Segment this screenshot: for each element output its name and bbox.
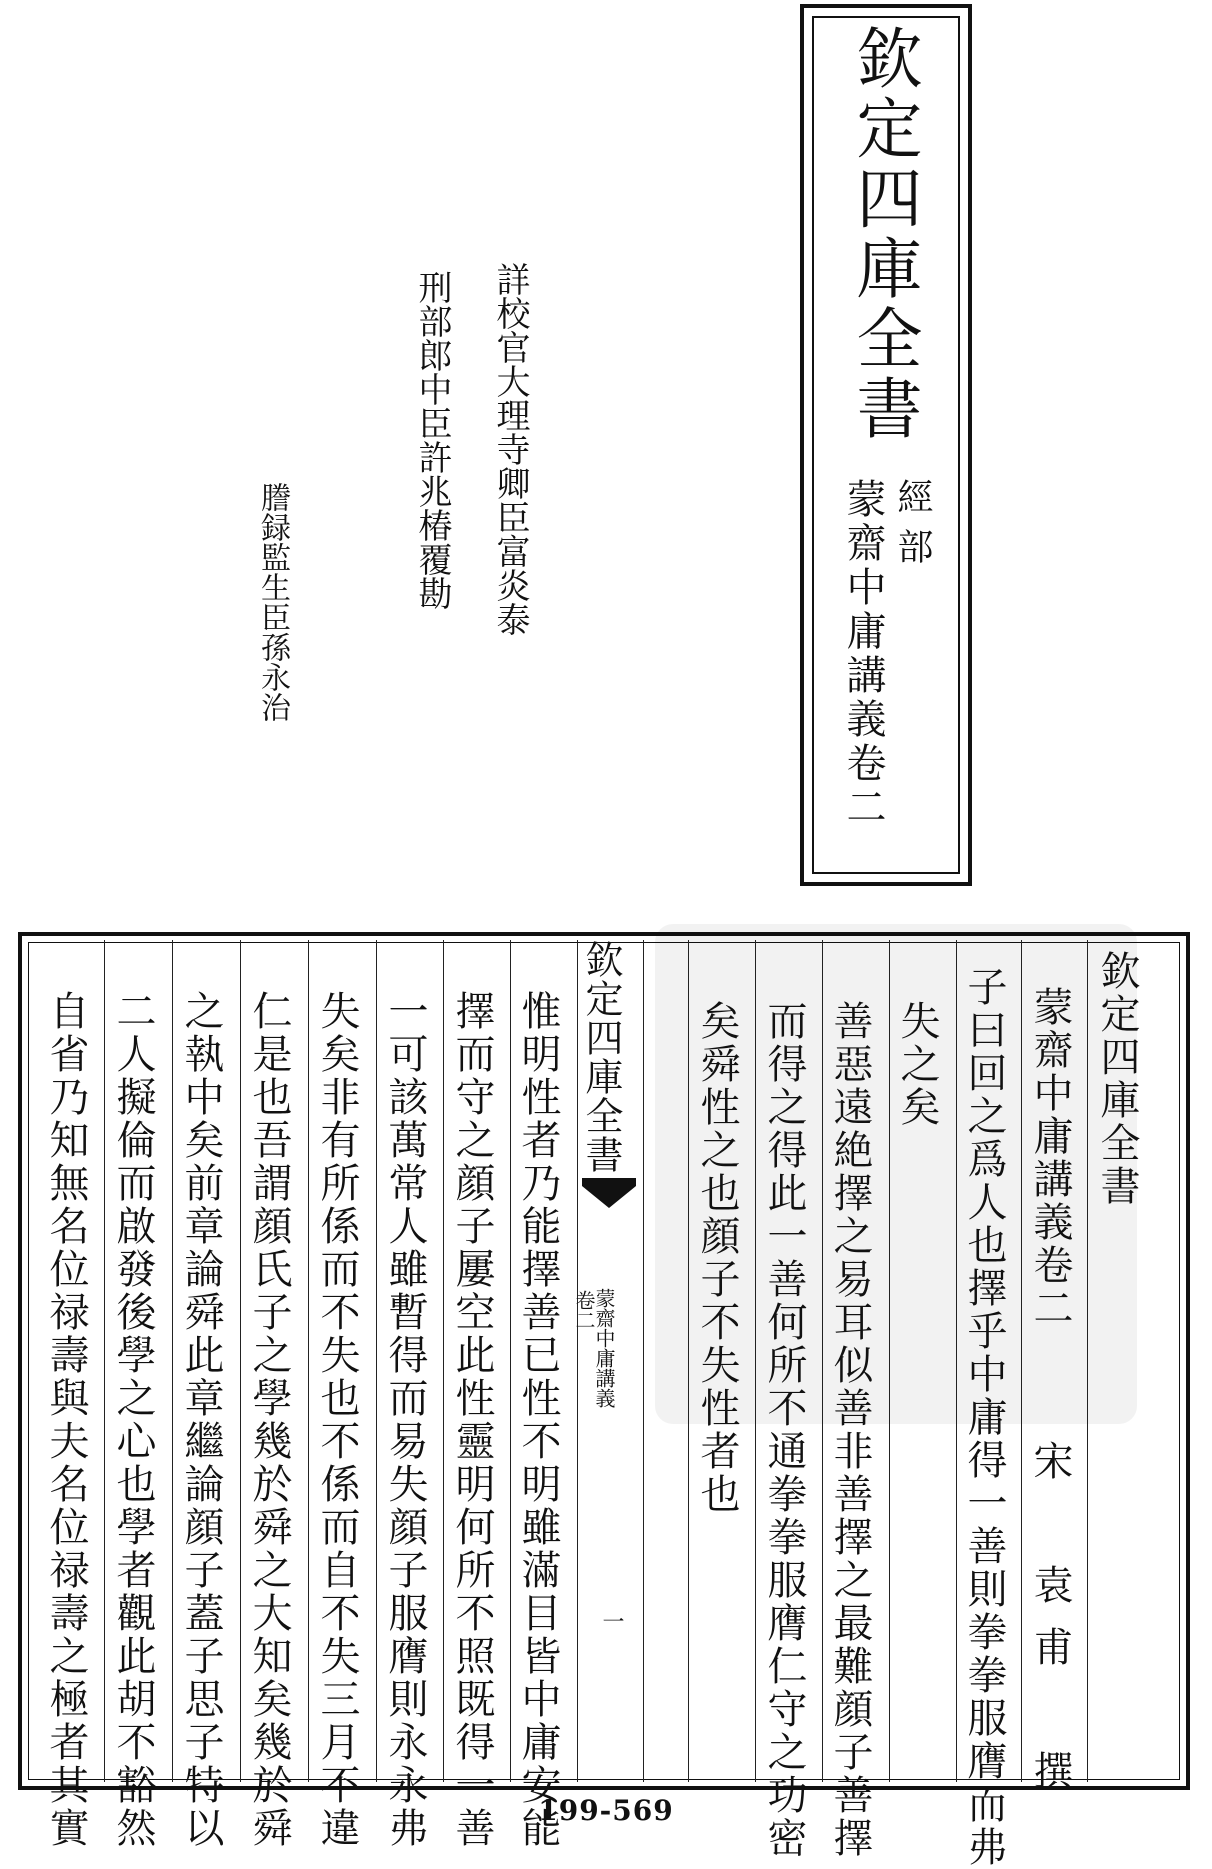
- column-rule: [688, 940, 689, 1782]
- column-rule: [443, 940, 444, 1782]
- text-column-11: 之執中矣前章論舜此章繼論顔子蓋子思子特以: [178, 990, 224, 1850]
- column-rule: [308, 940, 309, 1782]
- fold-rule-right: [643, 940, 644, 1782]
- fold-page-number: 一: [599, 1610, 624, 1632]
- column-rule: [104, 940, 105, 1782]
- text-column-10: 仁是也吾謂顔氏子之學幾於舜之大知矣幾於舜: [246, 990, 292, 1850]
- text-column-13: 自省乃知無名位禄壽與夫名位禄壽之極者其實: [43, 990, 89, 1850]
- text-column-4: 而得之得此一善何所不通拳拳服膺仁守之功密: [761, 1000, 807, 1860]
- text-column-6: 惟明性者乃能擇善已性不明雖滿目皆中庸安能: [515, 990, 561, 1850]
- text-column-9: 失矣非有所係而不失也不係而自不失三月不違: [314, 990, 360, 1850]
- credit-reviewer: 刑部郎中臣許兆椿覆勘: [412, 270, 452, 610]
- text-column-12: 二人擬倫而啟發後學之心也學者觀此胡不豁然: [110, 990, 156, 1850]
- column-rule: [1021, 940, 1022, 1782]
- cover-division: 經部: [892, 478, 933, 578]
- column-rule: [822, 940, 823, 1782]
- column-rule: [889, 940, 890, 1782]
- text-column-8: 一可該萬常人雖暫得而易失顔子服膺則永永弗: [382, 990, 428, 1850]
- column-rule: [172, 940, 173, 1782]
- column-rule: [755, 940, 756, 1782]
- column-rule: [956, 940, 957, 1782]
- text-column-7: 擇而守之顔子屢空此性靈明何所不照既得一善: [449, 990, 495, 1850]
- fold-fishtail-mark: [582, 1178, 636, 1208]
- credit-copyist: 謄録監生臣孫永治: [255, 482, 290, 722]
- cover-volume-title: 蒙齋中庸講義卷二: [840, 478, 886, 830]
- fold-title: 欽定四庫全書: [579, 940, 623, 1174]
- cover-main-title: 欽定四庫全書: [845, 24, 922, 444]
- text-column-1: 子曰回之爲人也擇乎中庸得一善則拳拳服膺而弗: [961, 966, 1007, 1869]
- fold-rule-left: [577, 940, 578, 1782]
- fold-volume: 卷二: [572, 1290, 596, 1330]
- column-rule: [240, 940, 241, 1782]
- page-author: 宋 袁甫 撰: [1027, 1440, 1073, 1812]
- column-rule: [376, 940, 377, 1782]
- fold-book-title: 蒙齋中庸講義: [592, 1288, 616, 1408]
- column-rule: [510, 940, 511, 1782]
- text-column-2: 失之矣: [894, 1000, 940, 1129]
- column-rule: [1087, 940, 1088, 1782]
- page-header-title: 欽定四庫全書: [1094, 950, 1140, 1208]
- text-column-3: 善惡遠絶擇之易耳似善非善擇之最難顔子善擇: [827, 1000, 873, 1860]
- page-code: 199-569: [538, 1794, 674, 1827]
- page-book-title: 蒙齋中庸講義卷二: [1027, 986, 1073, 1330]
- text-column-5: 矣舜性之也顔子不失性者也: [694, 1000, 740, 1516]
- credit-proofreader: 詳校官大理寺卿臣富炎泰: [490, 262, 530, 636]
